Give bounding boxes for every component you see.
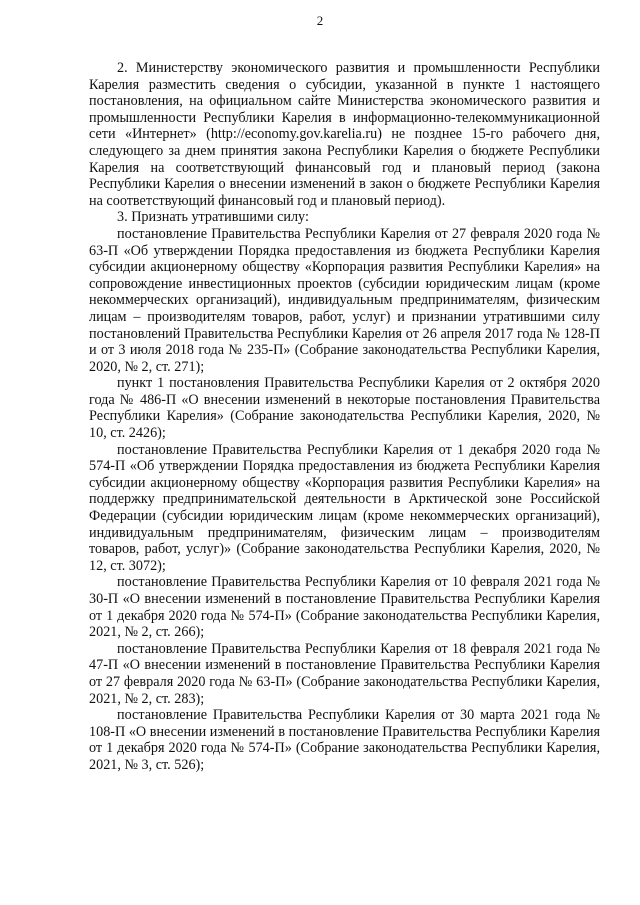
paragraph-item-3-heading: 3. Признать утратившими силу: [117,209,309,226]
repealed-act-47p: постановление Правительства Республики Карелия от 18 февраля 2021 года № 47-П «О внесении изменений в постановление Правительства Республики Карелия от 27 февраля 2020 года № 63-П» (Собрание законодательства Республики Карелия, 2021, № 2, ст. 283); [89,640,600,707]
repealed-act-486p: пункт 1 постановления Правительства Республики Карелия от 2 октября 2020 года № 486-П «О внесении изменений в некоторые постановления Правительства Республики Карелия» (Собрание законодательства Республики Карелия, 2020, № 10, ст. 2426); [89,375,600,442]
repealed-act-574p: постановление Правительства Республики Карелия от 1 декабря 2020 года № 574-П «Об утверждении Порядка предоставления из бюджета Республики Карелия субсидии акционерному обществу «Корпорация развития Республики Карелия» на поддержку предпринимательской деятельности в Арктической зоне Российской Федерации (субсидии юридическим лицам (кроме некоммерческих организаций), индивидуальным предпринимателям, физическим лицам – производителям товаров, работ, услуг)» (Собрание законодательства Республики Карелия, 2020, № 12, ст. 3072); [89,441,600,574]
page-number: 2 [316,13,324,28]
repealed-act-108p: постановление Правительства Республики Карелия от 30 марта 2021 года № 108-П «О внесении изменений в постановление Правительства Республики Карелия от 1 декабря 2020 года № 574-П» (Собрание законодательства Республики Карелия, 2021, № 3, ст. 526); [89,707,600,773]
paragraph-item-2: 2. Министерству экономического развития и промышленности Республики Карелия разместить сведения о субсидии, указанной в пункте 1 настоящего постановления, на официальном сайте Министерства экономического развития и промышленности Республики Карелия в информационно-телекоммуникационной сети «Интернет» (http://economy.gov.karelia.ru) не позднее 15-го рабочего дня, следующего за днем принятия закона Республики Карелия о бюджете Республики Карелия на соответствующий финансовый год и плановый период (закона Республики Карелия о внесении изменений в закон о бюджете Республики Карелия на соответствующий финансовый год и плановый период). [89,60,600,209]
document-body [89,60,600,774]
repealed-act-63p: постановление Правительства Республики Карелия от 27 февраля 2020 года № 63-П «Об утверждении Порядка предоставления из бюджета Республики Карелия субсидии акционерному обществу «Корпорация развития Республики Карелия» на сопровождение инвестиционных проектов (субсидии юридическим лицам (кроме некоммерческих организаций), индивидуальным предпринимателям, физическим лицам – производителям товаров, работ, услуг) и признании утратившими силу постановлений Правительства Республики Карелия от 26 апреля 2017 года № 128-П и от 3 июля 2018 года № 235-П» (Собрание законодательства Республики Карелия, 2020, № 2, ст. 271); [89,225,600,375]
repealed-act-30p: постановление Правительства Республики Карелия от 10 февраля 2021 года № 30-П «О внесении изменений в постановление Правительства Республики Карелия от 1 декабря 2020 года № 574-П» (Собрание законодательства Республики Карелия, 2021, № 2, ст. 266); [89,574,600,641]
